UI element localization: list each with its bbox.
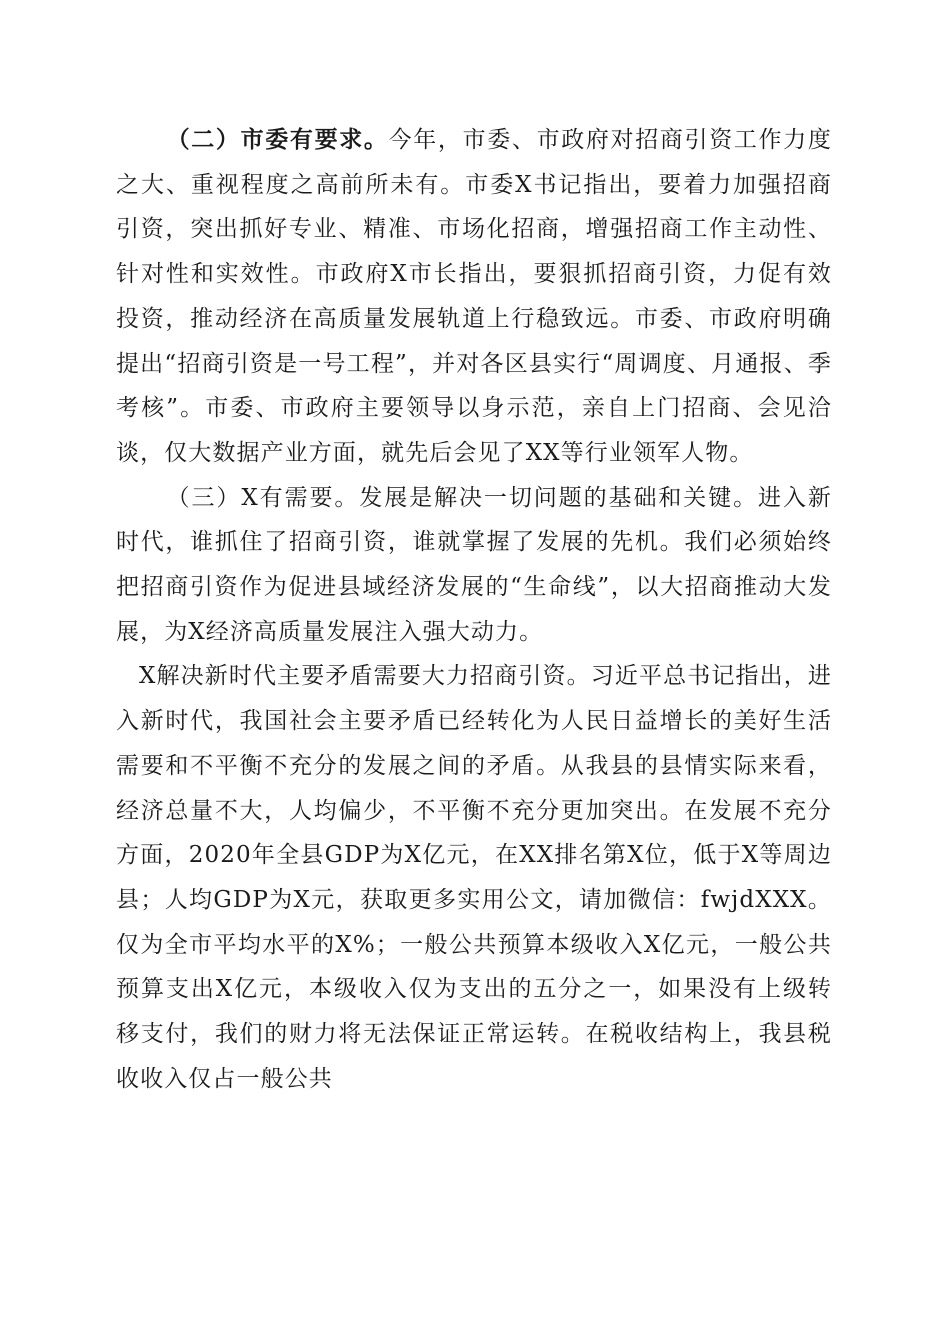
paragraph-text: 发展是解决一切问题的基础和关键。进入新时代，谁抓住了招商引资，谁就掌握了发展的先机。我们必须始终把招商引资作为促进县域经济发展的“生命线”，以大招商推动大发展，为X经济高质量发展注入强大动力。	[116, 484, 832, 645]
paragraph-county-need	[116, 476, 832, 655]
paragraph-heading: （二）市委有要求。	[166, 127, 389, 153]
paragraph-text: 今年，市委、市政府对招商引资工作力度之大、重视程度之高前所未有。市委X书记指出，要着力加强招商引资，突出抓好专业、精准、市场化招商，增强招商工作主动性、针对性和实效性。市政府X市长指出，要狠抓招商引资，力促有效投资，推动经济在高质量发展轨道上行稳致远。市委、市政府明确提出“招商引资是一号工程”，并对各区县实行“周调度、月通报、季考核”。市委、市政府主要领导以身示范，亲自上门招商、会见洽谈，仅大数据产业方面，就先后会见了XX等行业领军人物。	[116, 127, 832, 466]
paragraph-heading: （三）X有需要。	[166, 484, 360, 511]
paragraph-text: X解决新时代主要矛盾需要大力招商引资。习近平总书记指出，进入新时代，我国社会主要矛盾已经转化为人民日益增长的美好生活需要和不平衡不充分的发展之间的矛盾。从我县的县情实际来看，经济总量不大，人均偏少，不平衡不充分更加突出。在发展不充分方面，2020年全县GDP为X亿元，在XX排名第X位，低于X等周边县；人均GDP为X元，获取更多实用公文，请加微信：fwjdXXX。仅为全市平均水平的X%；一般公共预算本级收入X亿元，一般公共预算支出X亿元，本级收入仅为支出的五分之一，如果没有上级转移支付，我们的财力将无法保证正常运转。在税收结构上，我县税收收入仅占一般公共	[116, 663, 832, 1092]
paragraph-main-contradiction	[116, 654, 832, 1101]
document-body	[116, 118, 832, 1101]
paragraph-city-committee-requirement	[116, 118, 832, 476]
